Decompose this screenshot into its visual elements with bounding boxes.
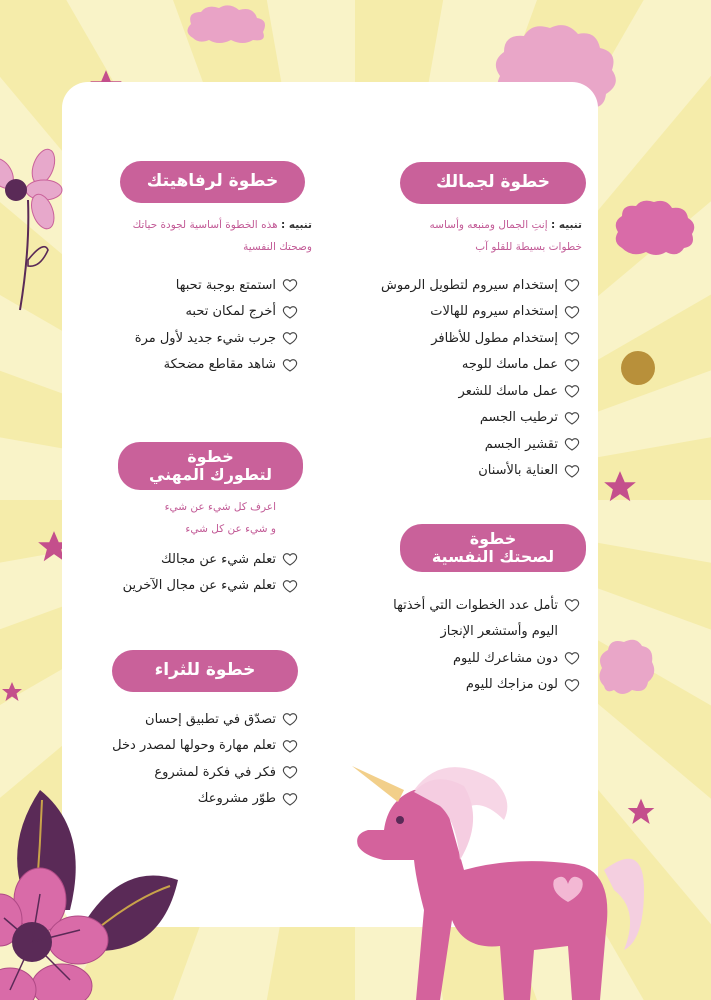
heart-outline-icon — [564, 357, 580, 373]
gold-dot-icon — [620, 350, 656, 386]
beauty-item-text: تقشير الجسم — [484, 436, 558, 452]
flower-top-left-icon — [0, 140, 70, 320]
mental-item1-line1: تأمل عدد الخطوات التي أخذتها — [393, 597, 558, 613]
list-item — [330, 672, 580, 699]
beauty-note-label: تنبيه : — [550, 219, 582, 231]
mental-item1-line2: اليوم وأستشعر الإنجاز — [440, 624, 558, 640]
wealth-item-text: تصدّق في تطبيق إحسان — [145, 711, 276, 727]
wellbeing-list — [100, 272, 298, 378]
list-item — [330, 352, 580, 379]
mental-item2: دون مشاعرك لليوم — [453, 650, 558, 666]
wellbeing-item-text: استمتع بوجبة تحبها — [175, 277, 276, 293]
wellbeing-item-text: شاهد مقاطع مضحكة — [163, 357, 276, 373]
list-item — [100, 272, 298, 299]
beauty-note — [380, 214, 582, 258]
wellbeing-item-text: أخرج لمكان تحبه — [185, 304, 276, 320]
heart-outline-icon — [564, 650, 580, 666]
beauty-item-text: ترطيب الجسم — [479, 410, 558, 426]
list-item — [330, 458, 580, 485]
list-item-continuation — [330, 619, 580, 646]
heart-outline-icon — [282, 738, 298, 754]
beauty-item-text: إستخدام مطول للأظافر — [431, 330, 558, 346]
wellbeing-item-text: جرب شيء جديد لأول مرة — [134, 330, 276, 346]
list-item — [330, 299, 580, 326]
heart-outline-icon — [564, 436, 580, 452]
heart-outline-icon — [564, 277, 580, 293]
list-item — [100, 352, 298, 379]
heart-outline-icon — [564, 304, 580, 320]
wellbeing-note-label: تنبيه : — [280, 219, 312, 231]
heart-outline-icon — [282, 330, 298, 346]
beauty-list — [330, 272, 580, 484]
list-item — [330, 378, 580, 405]
flower-bottom-left-icon — [0, 790, 180, 1000]
wellbeing-note — [80, 214, 312, 258]
beauty-title: خطوة لجمالك — [435, 172, 551, 193]
list-item — [90, 573, 298, 600]
wellbeing-title-pill — [120, 161, 305, 203]
cloud-right-icon — [612, 198, 696, 258]
cloud-top-center-icon — [183, 4, 269, 44]
heart-outline-icon — [564, 463, 580, 479]
beauty-note-text2: خطوات بسيطة للقلو آب — [475, 241, 582, 253]
list-item — [330, 405, 580, 432]
heart-outline-icon — [282, 277, 298, 293]
career-list — [90, 546, 298, 599]
list-item — [70, 706, 298, 733]
list-item — [70, 786, 298, 813]
list-item — [70, 733, 298, 760]
heart-outline-icon — [564, 330, 580, 346]
wealth-title: خطوة للثراء — [154, 660, 256, 681]
career-title-line2: لتطورك المهني — [148, 465, 273, 484]
beauty-note-text: إنتِ الجمال ومنبعه وأساسه — [429, 219, 548, 231]
career-note-line2: و شيء عن كل شيء — [185, 523, 276, 535]
wealth-item-text: تعلم مهارة وحولها لمصدر دخل — [112, 738, 276, 754]
heart-outline-icon — [282, 578, 298, 594]
mental-item3: لون مزاجك لليوم — [465, 677, 558, 693]
career-note-line1: اعرف كل شيء عن شيء — [164, 501, 276, 513]
wellbeing-note-text: هذه الخطوة أساسية لجودة حياتك — [132, 219, 278, 231]
list-item — [100, 299, 298, 326]
wellbeing-note-text2: وصحتك النفسية — [243, 241, 312, 253]
star-right-icon — [600, 468, 640, 506]
mental-title-line2: لصحتك النفسية — [431, 547, 555, 566]
beauty-item-text: عمل ماسك للشعر — [458, 383, 558, 399]
list-item — [100, 325, 298, 352]
unicorn-illustration-icon — [344, 760, 664, 1000]
cloud-right-lower-icon — [596, 636, 656, 696]
beauty-item-text: إستخدام سيروم للهالات — [430, 304, 558, 320]
beauty-item-text: إستخدام سيروم لتطويل الرموش — [380, 277, 558, 293]
heart-outline-icon — [564, 597, 580, 613]
career-title-pill — [118, 442, 303, 490]
heart-outline-icon — [282, 764, 298, 780]
heart-outline-icon — [282, 357, 298, 373]
mental-list — [330, 592, 580, 698]
wealth-item-text: طوّر مشروعك — [197, 791, 276, 807]
career-title-line1: خطوة — [187, 446, 234, 466]
list-item — [330, 272, 580, 299]
list-item — [330, 431, 580, 458]
wealth-list — [70, 706, 298, 812]
heart-outline-icon — [282, 791, 298, 807]
heart-outline-icon — [282, 711, 298, 727]
mental-title-line1: خطوة — [469, 528, 517, 548]
heart-outline-icon — [282, 551, 298, 567]
heart-outline-icon — [564, 677, 580, 693]
beauty-title-pill — [400, 162, 586, 204]
list-item — [330, 592, 580, 619]
wellbeing-title: خطوة لرفاهيتك — [146, 171, 279, 192]
list-item — [70, 759, 298, 786]
beauty-item-text: عمل ماسك للوجه — [461, 357, 558, 373]
wealth-item-text: فكر في فكرة لمشروع — [154, 764, 276, 780]
list-item — [90, 546, 298, 573]
heart-outline-icon — [564, 383, 580, 399]
career-item-text: تعلم شيء عن مجال الآخرين — [122, 578, 276, 594]
star-left-edge-icon — [0, 674, 24, 710]
heart-outline-icon — [282, 304, 298, 320]
career-note — [100, 496, 276, 540]
mental-title-pill — [400, 524, 586, 572]
beauty-item-text: العناية بالأسنان — [478, 463, 558, 479]
list-item — [330, 325, 580, 352]
wealth-title-pill — [112, 650, 298, 692]
career-item-text: تعلم شيء عن مجالك — [161, 551, 276, 567]
list-item — [330, 645, 580, 672]
heart-outline-icon — [564, 410, 580, 426]
